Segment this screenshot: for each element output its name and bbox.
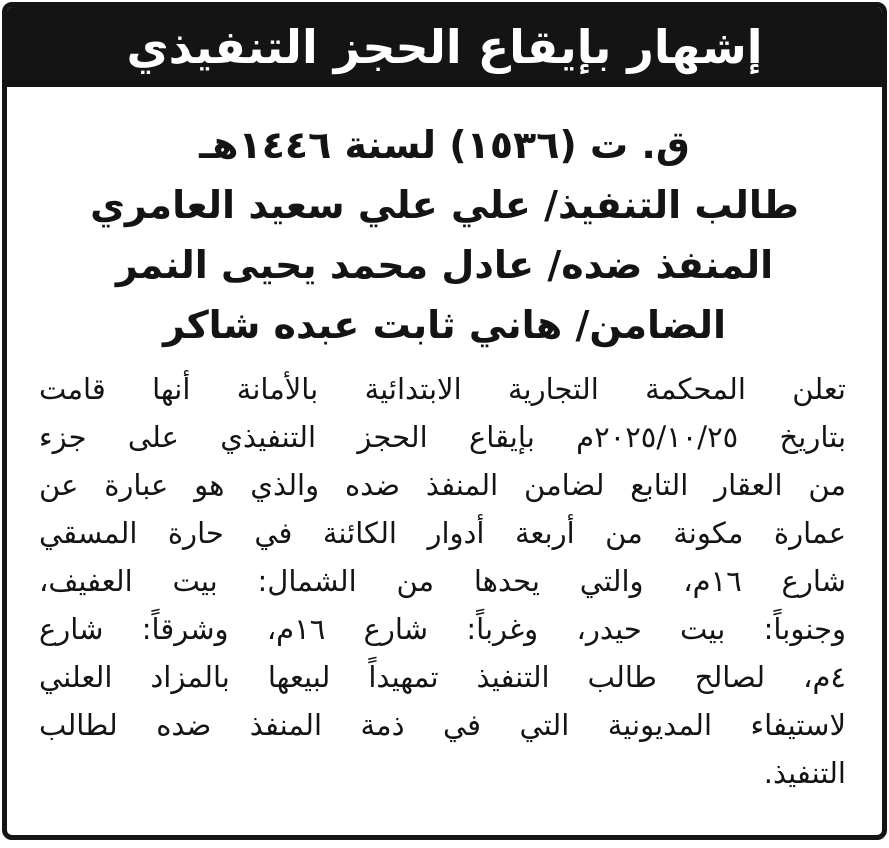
body-line: عمارة مكونة من أربعة أدوار الكائنة في حارة المسقي (39, 516, 846, 550)
case-number: ق. ت (١٥٣٦) لسنة ١٤٤٦هـ (199, 123, 690, 167)
body-line: لاستيفاء المديونية التي في ذمة المنفذ ضده لطالب (39, 708, 846, 742)
body-line: ٤م، لصالح طالب التنفيذ تمهيداً لبيعها بالمزاد العلني (39, 660, 846, 694)
enforced-against: المنفذ ضده/ عادل محمد يحيى النمر (115, 243, 774, 287)
guarantor: الضامن/ هاني ثابت عبده شاكر (162, 303, 727, 347)
body-line: التنفيذ. (763, 756, 846, 790)
notice-frame (2, 2, 887, 840)
case-headlines (17, 115, 872, 355)
body-line: شارع ١٦م، والتي يحدها من الشمال: بيت العفيف، (39, 564, 846, 598)
header-bar (7, 7, 882, 87)
body-line: وجنوباً: بيت حيدر، وغرباً: شارع ١٦م، وشرقاً: شارع (39, 612, 846, 646)
body-line: تعلن المحكمة التجارية الابتدائية بالأمانة أنها قامت (39, 372, 846, 406)
body-line: بتاريخ ٢٠٢٥/١٠/٢٥م بإيقاع الحجز التنفيذي على جزء (39, 420, 847, 454)
notice-title: إشهار بإيقاع الحجز التنفيذي (126, 20, 763, 74)
enforcement-requester: طالب التنفيذ/ علي علي سعيد العامري (90, 183, 799, 227)
body-line: من العقار التابع لضامن المنفذ ضده والذي هو عبارة عن (39, 468, 846, 502)
notice-body (39, 365, 846, 797)
